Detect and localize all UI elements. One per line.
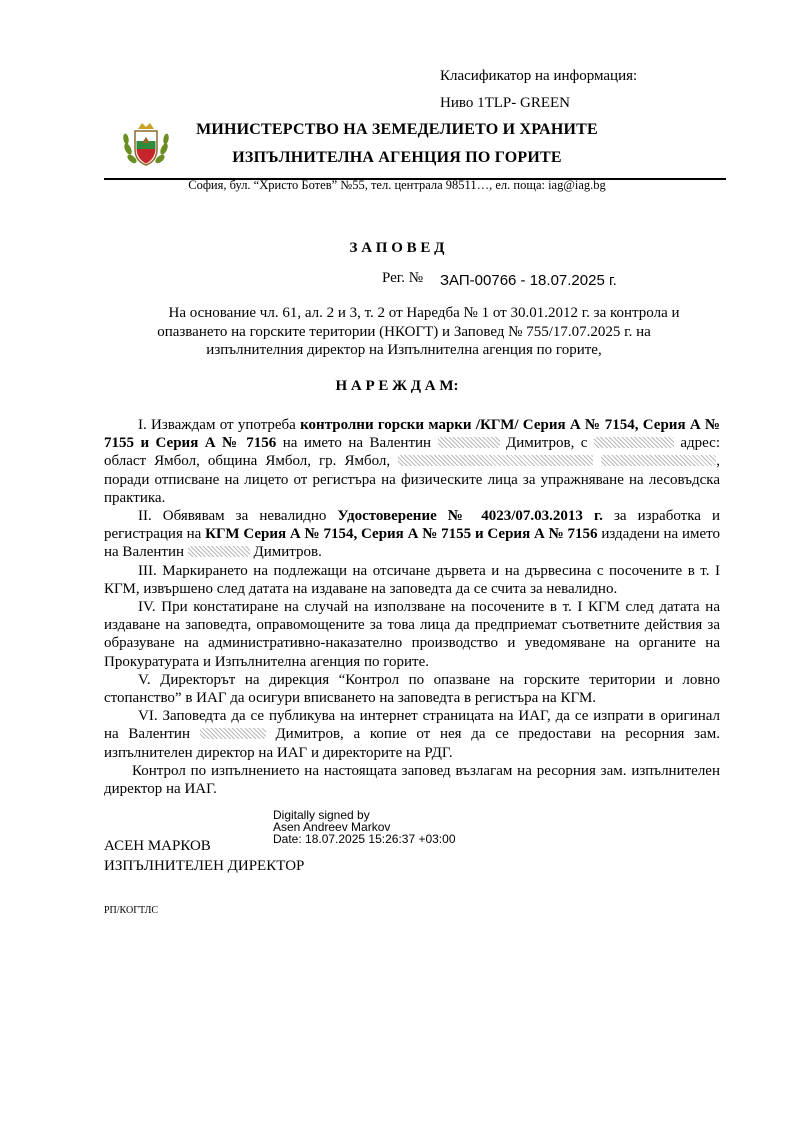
order-body bbox=[104, 416, 720, 798]
redacted-id bbox=[594, 437, 674, 448]
digital-signature: Digitally signed by Asen Andreev Markov Date: 18.07.2025 15:26:37 +03:00 bbox=[273, 808, 456, 846]
reg-label: Рег. № bbox=[382, 270, 424, 286]
redacted-middle-name bbox=[188, 546, 250, 557]
control-clause: Контрол по изпълнението на настоящата заповед възлагам на ресорния зам. изпълнителен директор на ИАГ. bbox=[104, 762, 720, 798]
item-vi: VI. Заповедта да се публикува на интернет страницата на ИАГ, да се изпрати в оригинал на Валентин Димитров, а копие от нея да се предостави на ресорния зам. изпълнителен директор на ИАГ и директорите на РДГ. bbox=[104, 708, 720, 761]
order-basis bbox=[104, 304, 704, 360]
ministry-title: МИНИСТЕРСТВО НА ЗЕМЕДЕЛИЕТО И ХРАНИТЕ bbox=[196, 121, 598, 138]
redacted-middle-name bbox=[200, 728, 266, 739]
classifier-label: Класификатор на информация: bbox=[440, 68, 638, 84]
item-ii: II. Обявявам за невалидно Удостоверение № 4023/07.03.2013 г. за изработка и регистрация на КГМ Серия А № 7154, Серия А № 7155 и Серия А № 7156 издадени на името на Валентин Димитров. bbox=[104, 508, 720, 561]
item-iv: IV. При констатиране на случай на използване на посочените в т. I КГМ след датата на издаване на заповедта, оправомощените за това лица да предприемат съответните действия за образуване на административно-наказателно производство и уведомяване на органите на Прокуратурата и Изпълнителна агенция по горите. bbox=[104, 599, 720, 670]
basis-line-3: изпълнителния директор на Изпълнителна агенция по горите, bbox=[206, 342, 602, 358]
order-title: З А П О В Е Д bbox=[349, 240, 445, 256]
basis-line-2: опазването на горските територии (НКОГТ) и Заповед № 755/17.07.2025 г. на bbox=[157, 323, 651, 340]
agency-title: ИЗПЪЛНИТЕЛНА АГЕНЦИЯ ПО ГОРИТЕ bbox=[232, 149, 562, 166]
signatory-position: ИЗПЪЛНИТЕЛЕН ДИРЕКТОР bbox=[104, 858, 305, 874]
footer-code: РП/КОГТЛС bbox=[104, 905, 159, 916]
item-iii: III. Маркирането на подлежащи на отсичане дървета и на дървесина с посочените в т. I КГМ, извършено след датата на издаване на заповедта да се счита за невалидно. bbox=[104, 562, 720, 597]
decree-heading: Н А Р Е Ж Д А М: bbox=[335, 378, 459, 394]
agency-address: София, бул. “Христо Ботев” №55, тел. централа 98511…, ел. поща: iag@iag.bg bbox=[188, 178, 606, 192]
item-i: I. Изваждам от употреба контролни горски марки /КГМ/ Серия А № 7154, Серия А № 7155 и Серия А № 7156 на името на Валентин Димитров, с адрес: област Ямбол, община Ямбол, гр. Ямбол, , поради отписване на лицето от регистъра на физическите лица за упражняване на лесовъдска практика. bbox=[104, 417, 720, 506]
item-v: V. Директорът на дирекция “Контрол по опазване на горските територии и ловно стопанство” в ИАГ да осигури вписването на заповедта в регистъра на КГМ. bbox=[104, 671, 720, 707]
reg-number: ЗАП-00766 - 18.07.2025 г. bbox=[440, 272, 617, 289]
redacted-middle-name bbox=[438, 437, 500, 448]
signatory-name: АСЕН МАРКОВ bbox=[104, 838, 211, 854]
basis-line-1: На основание чл. 61, ал. 2 и 3, т. 2 от Наредба № 1 от 30.01.2012 г. за контрола и bbox=[168, 305, 680, 321]
classifier-level: Ниво 1TLP- GREEN bbox=[440, 95, 570, 111]
redacted-street bbox=[398, 455, 593, 466]
redacted-number bbox=[601, 455, 716, 466]
